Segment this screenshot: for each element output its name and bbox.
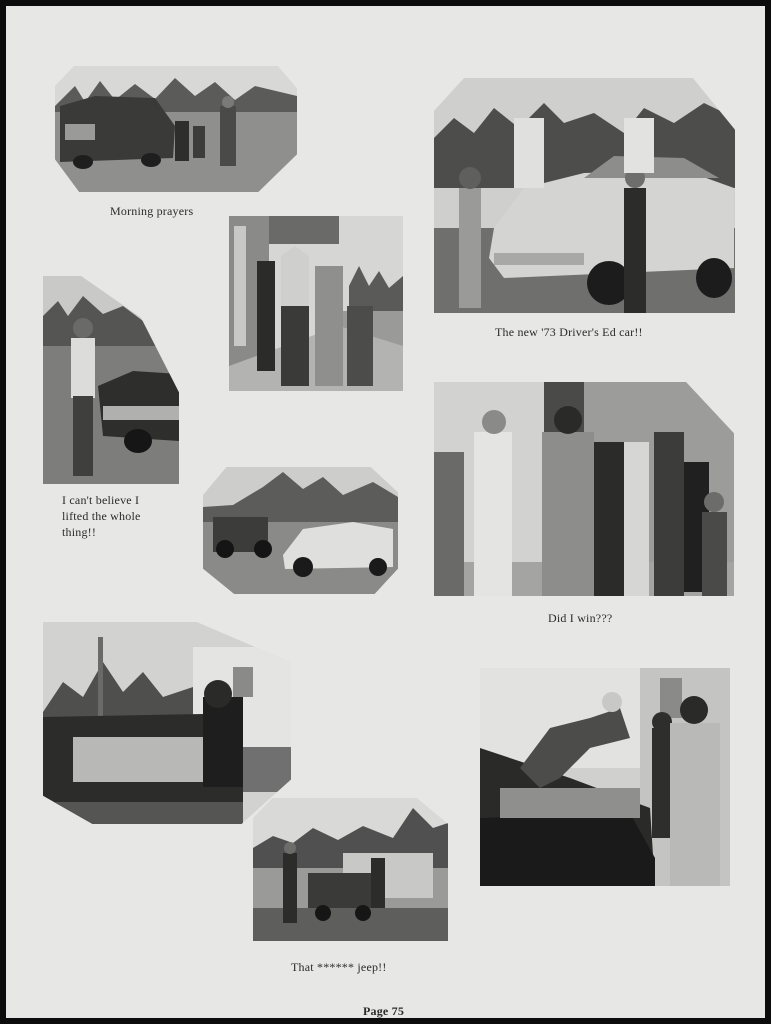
caption-did-i-win: Did I win??? <box>548 611 613 625</box>
caption-morning-prayers: Morning prayers <box>110 204 194 218</box>
yearbook-page <box>6 6 765 1018</box>
page-number: Page 75 <box>363 1004 405 1018</box>
caption-lifted-line-2: lifted the whole <box>62 509 141 523</box>
photo-girl-by-car <box>43 276 179 484</box>
caption-lifted-line-1: I can't believe I <box>62 493 140 507</box>
photo-morning-prayers <box>55 66 297 192</box>
photo-girl-on-hood <box>480 668 730 886</box>
photo-hallway-group <box>229 216 403 391</box>
caption-drivers-ed-car: The new '73 Driver's Ed car!! <box>495 325 643 339</box>
caption-jeep: That ****** jeep!! <box>291 960 387 974</box>
photo-jeep-and-car <box>203 467 398 594</box>
caption-lifted-line-3: thing!! <box>62 525 97 539</box>
photo-drivers-ed-car <box>434 78 735 313</box>
photo-did-i-win-group <box>434 382 734 596</box>
photo-jeep-trailer <box>253 798 448 941</box>
photo-girl-car-window <box>43 622 291 824</box>
